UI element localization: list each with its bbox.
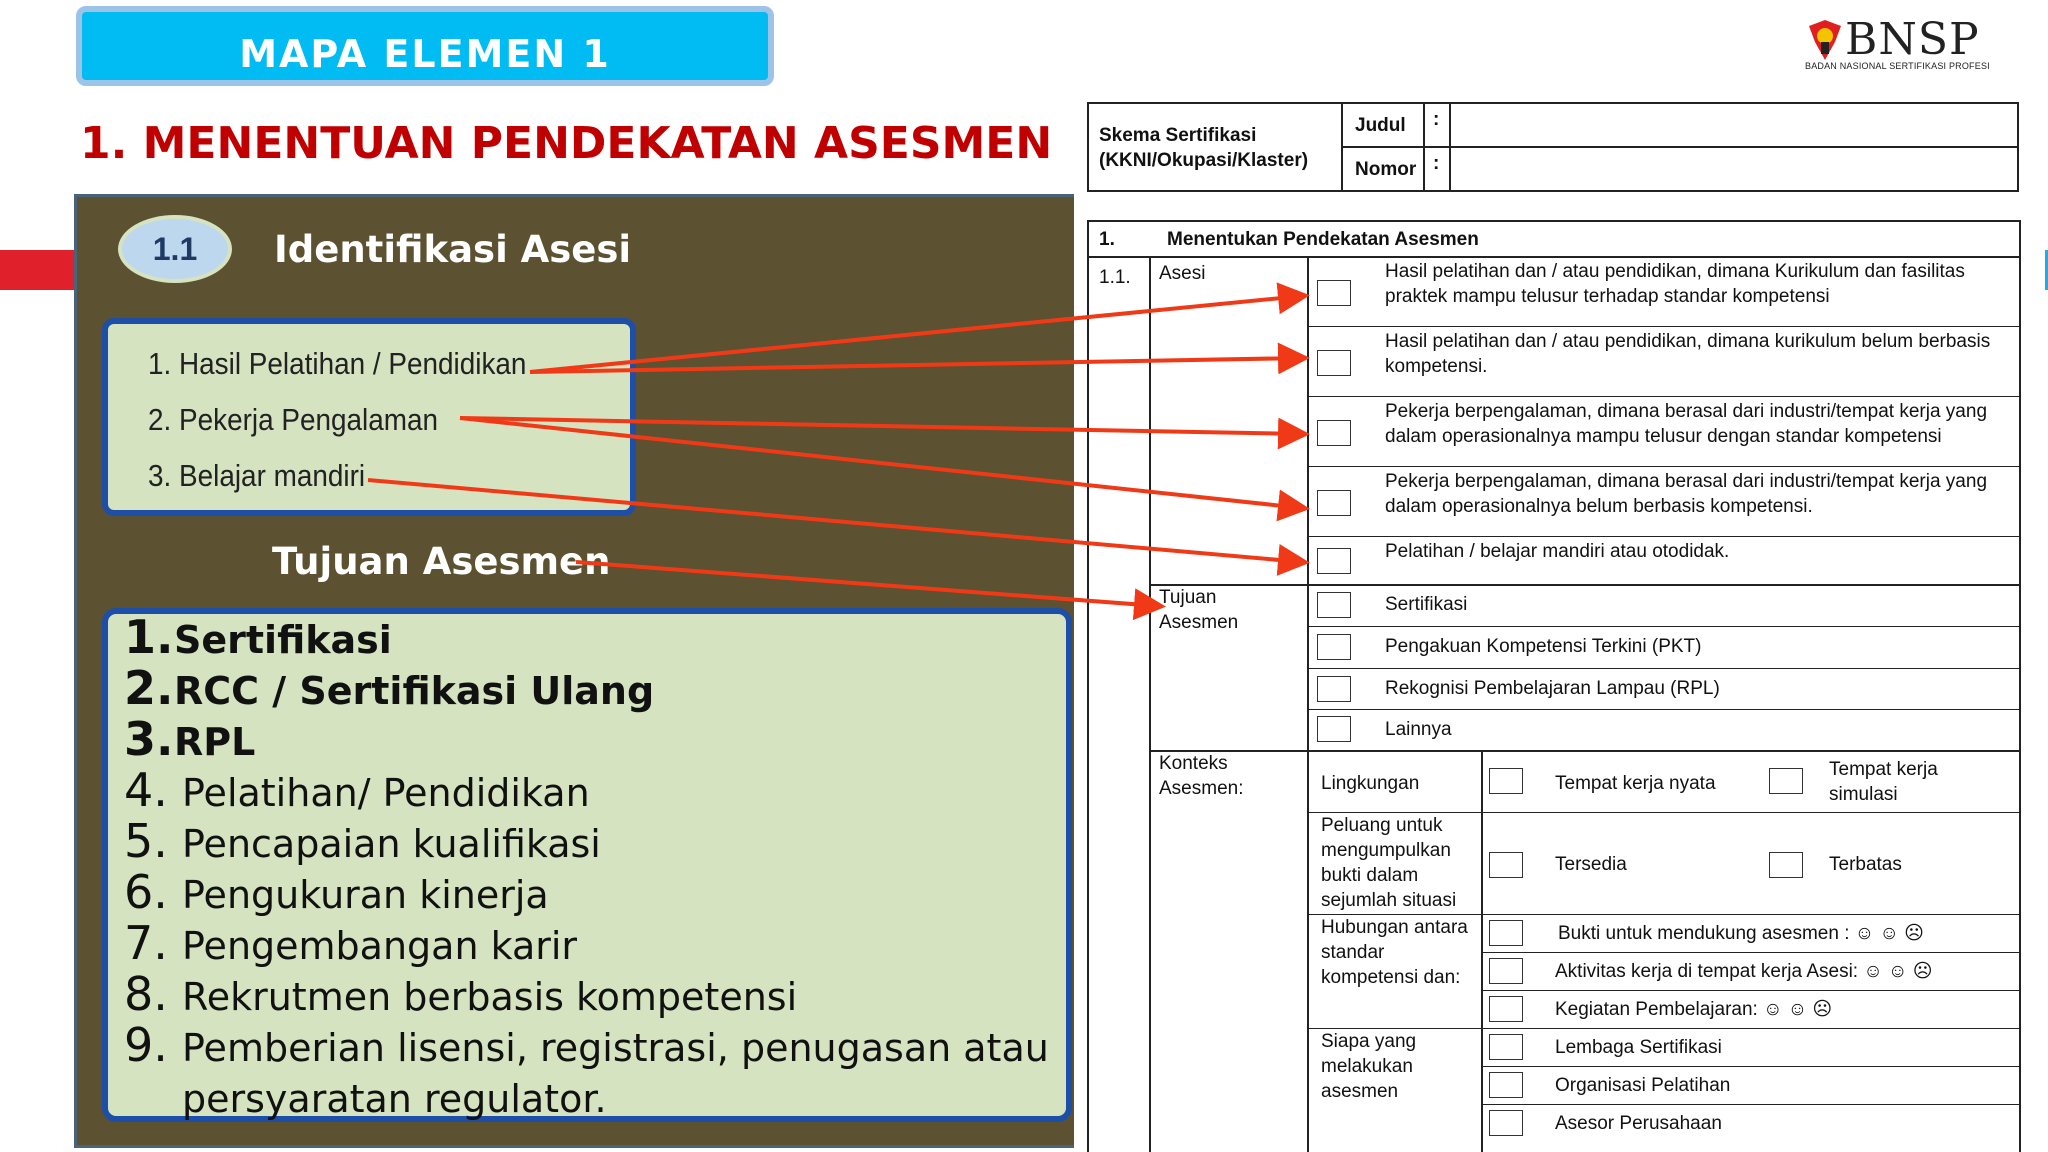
tujuan-option: Lainnya — [1385, 719, 1452, 740]
list-item: Pengembangan karir — [182, 924, 578, 968]
asesi-item: 1. Hasil Pelatihan / Pendidikan — [148, 346, 527, 381]
list-item: Sertifikasi — [174, 618, 392, 662]
title-text: MAPA ELEMEN 1 — [239, 32, 611, 76]
logo-text: BNSP — [1845, 14, 1980, 65]
garuda-emblem-icon — [1805, 16, 1845, 64]
list-number: 2. — [124, 661, 174, 715]
tersedia-label: Tersedia — [1555, 854, 1627, 875]
assessment-form — [1085, 100, 2045, 1152]
section-title: Menentukan Pendekatan Asesmen — [1167, 229, 1479, 250]
checkbox-tujuan-4[interactable] — [1317, 716, 1351, 742]
checkbox-asesi-2[interactable] — [1317, 350, 1351, 376]
checkbox-tersedia[interactable] — [1489, 852, 1523, 878]
bnsp-logo — [1805, 14, 1990, 71]
asesi-option: Hasil pelatihan dan / atau pendidikan, dimana Kurikulum dan fasilitas — [1385, 261, 1965, 282]
tempat-simulasi-label: simulasi — [1829, 784, 1898, 805]
asesi-option: Pelatihan / belajar mandiri atau otodidak. — [1385, 541, 1730, 562]
checkbox-aktivitas[interactable] — [1489, 958, 1523, 984]
list-number: 4. — [124, 763, 168, 817]
logo-subtitle: BADAN NASIONAL SERTIFIKASI PROFESI — [1805, 61, 1990, 71]
checkbox-lsp[interactable] — [1489, 1034, 1523, 1060]
asesi-option: Hasil pelatihan dan / atau pendidikan, dimana kurikulum belum berbasis — [1385, 331, 1991, 352]
list-number: 3. — [124, 712, 174, 766]
checkbox-tempat-nyata[interactable] — [1489, 768, 1523, 794]
hubungan-option: Bukti untuk mendukung asesmen : ☺ ☺ ☹ — [1558, 923, 1924, 944]
siapa-option: Asesor Perusahaan — [1555, 1113, 1722, 1134]
siapa-label: asesmen — [1321, 1081, 1399, 1102]
tujuan-option: Rekognisi Pembelajaran Lampau (RPL) — [1385, 678, 1720, 699]
list-number: 5. — [124, 814, 168, 868]
list-number: 6. — [124, 865, 168, 919]
list-number: 1. — [124, 610, 174, 664]
judul-label: Judul — [1355, 115, 1406, 136]
checkbox-bukti[interactable] — [1489, 920, 1523, 946]
hubungan-label: Hubungan antara — [1321, 917, 1468, 938]
checkbox-asesi-3[interactable] — [1317, 420, 1351, 446]
hubungan-label: kompetensi dan: — [1321, 967, 1461, 988]
section-badge: 1.1 — [118, 215, 232, 283]
list-item: Pencapaian kualifikasi — [182, 822, 601, 866]
tempat-simulasi-label: Tempat kerja — [1829, 759, 1938, 780]
skema-label: Skema Sertifikasi — [1099, 125, 1257, 146]
title-banner — [76, 6, 774, 86]
tujuan-option: Sertifikasi — [1385, 594, 1468, 615]
siapa-label: Siapa yang — [1321, 1031, 1417, 1052]
asesi-option: dalam operasionalnya belum berbasis kompetensi. — [1385, 496, 1813, 517]
siapa-option: Lembaga Sertifikasi — [1555, 1037, 1722, 1058]
list-item: RCC / Sertifikasi Ulang — [174, 669, 655, 713]
list-item: Pelatihan/ Pendidikan — [182, 771, 590, 815]
asesi-option: praktek mampu telusur terhadap standar kompetensi — [1385, 286, 1830, 307]
hubungan-label: standar — [1321, 942, 1385, 963]
checkbox-tujuan-1[interactable] — [1317, 592, 1351, 618]
siapa-option: Organisasi Pelatihan — [1555, 1075, 1731, 1096]
checkbox-organisasi[interactable] — [1489, 1072, 1523, 1098]
list-number: 7. — [124, 916, 168, 970]
list-item: Pengukuran kinerja — [182, 873, 549, 917]
asesi-item: 3. Belajar mandiri — [148, 458, 366, 493]
checkbox-asesi-4[interactable] — [1317, 490, 1351, 516]
checkbox-asesi-5[interactable] — [1317, 548, 1351, 574]
list-item: Pemberian lisensi, registrasi, penugasan atau — [182, 1026, 1049, 1070]
checkbox-kegiatan[interactable] — [1489, 996, 1523, 1022]
sub-number: 1.1. — [1099, 267, 1131, 288]
checkbox-tujuan-3[interactable] — [1317, 676, 1351, 702]
page-heading: 1. MENENTUAN PENDEKATAN ASESMEN — [80, 118, 1053, 169]
hubungan-option: Aktivitas kerja di tempat kerja Asesi: ☺ ☺ ☹ — [1555, 961, 1933, 982]
colon: : — [1433, 153, 1440, 174]
asesi-option: dalam operasionalnya mampu telusur dengan standar kompetensi — [1385, 426, 1942, 447]
siapa-label: melakukan — [1321, 1056, 1413, 1077]
hubungan-option: Kegiatan Pembelajaran: ☺ ☺ ☹ — [1555, 999, 1833, 1020]
colon: : — [1433, 109, 1440, 130]
asesi-option: Pekerja berpengalaman, dimana berasal dari industri/tempat kerja yang — [1385, 471, 1988, 492]
tujuan-label: Tujuan — [1159, 587, 1217, 608]
checkbox-tempat-simulasi[interactable] — [1769, 768, 1803, 794]
list-item: RPL — [174, 720, 256, 764]
judul-field[interactable] — [1455, 108, 2011, 142]
lingkungan-label: Lingkungan — [1321, 773, 1420, 794]
nomor-label: Nomor — [1355, 159, 1417, 180]
checkbox-asesi-1[interactable] — [1317, 280, 1351, 306]
tujuan-title: Tujuan Asesmen — [272, 540, 611, 583]
checkbox-tujuan-2[interactable] — [1317, 634, 1351, 660]
tujuan-label: Asesmen — [1159, 612, 1239, 633]
section-title: Identifikasi Asesi — [274, 228, 632, 271]
peluang-label: Peluang untuk — [1321, 815, 1443, 836]
section-number: 1. — [1099, 229, 1115, 250]
checkbox-asesor[interactable] — [1489, 1110, 1523, 1136]
asesi-option: kompetensi. — [1385, 356, 1488, 377]
nomor-field[interactable] — [1455, 152, 2011, 186]
terbatas-label: Terbatas — [1829, 854, 1902, 875]
list-item: persyaratan regulator. — [182, 1077, 607, 1121]
list-item: Rekrutmen berbasis kompetensi — [182, 975, 798, 1019]
asesi-label: Asesi — [1159, 263, 1206, 284]
konteks-label: Konteks — [1159, 753, 1228, 774]
list-number: 9. — [124, 1018, 168, 1072]
peluang-label: mengumpulkan — [1321, 840, 1451, 861]
peluang-label: sejumlah situasi — [1321, 890, 1457, 911]
tempat-nyata-label: Tempat kerja nyata — [1555, 773, 1716, 794]
peluang-label: bukti dalam — [1321, 865, 1419, 886]
asesi-item: 2. Pekerja Pengalaman — [148, 402, 439, 437]
konteks-label: Asesmen: — [1159, 778, 1244, 799]
red-accent-bar — [0, 250, 74, 290]
checkbox-terbatas[interactable] — [1769, 852, 1803, 878]
asesi-option: Pekerja berpengalaman, dimana berasal dari industri/tempat kerja yang — [1385, 401, 1988, 422]
list-number: 8. — [124, 967, 168, 1021]
tujuan-option: Pengakuan Kompetensi Terkini (PKT) — [1385, 636, 1702, 657]
skema-label-sub: (KKNI/Okupasi/Klaster) — [1099, 150, 1309, 171]
